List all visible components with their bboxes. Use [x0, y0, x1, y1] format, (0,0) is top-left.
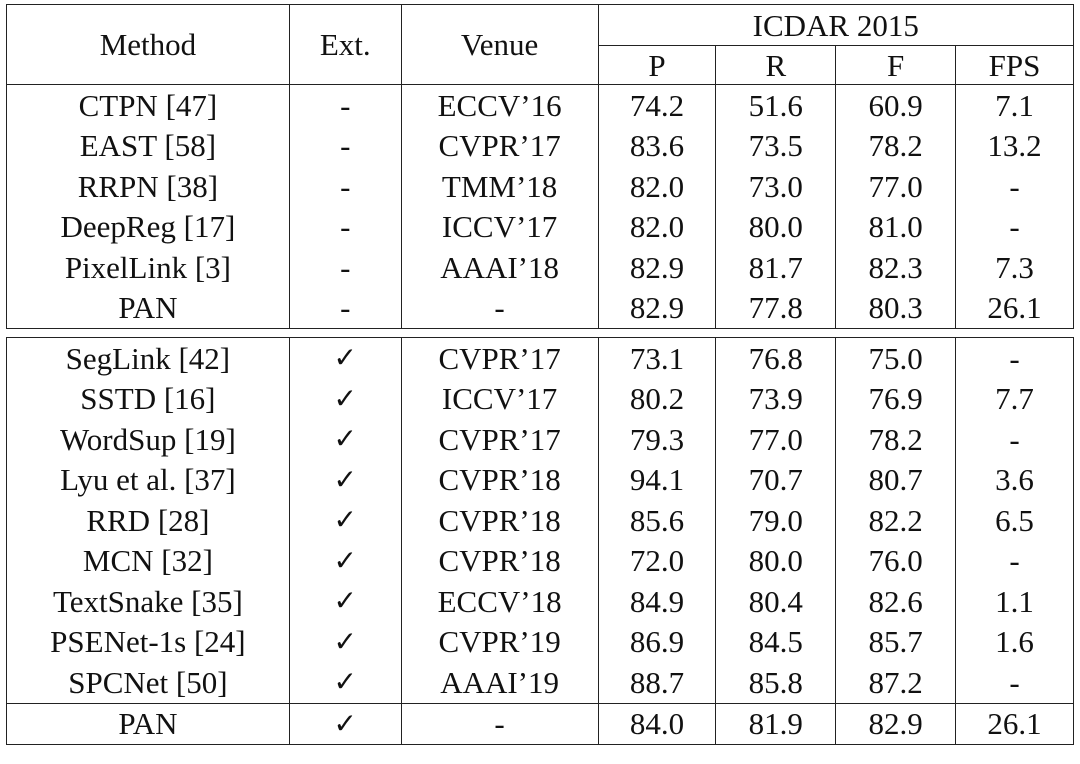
method-cell: MCN [32]	[7, 541, 290, 582]
precision-cell: 84.0	[598, 703, 716, 745]
method-cell: PAN	[7, 703, 290, 745]
checkmark-icon: ✓	[289, 379, 401, 420]
group-separator	[7, 329, 1074, 338]
precision-cell: 79.3	[598, 419, 716, 460]
fps-cell: -	[956, 541, 1074, 582]
recall-header: R	[716, 46, 836, 85]
group-with-external-data	[7, 338, 1074, 745]
recall-cell: 79.0	[716, 500, 836, 541]
precision-cell: 88.7	[598, 662, 716, 703]
venue-cell: AAAI’19	[401, 662, 598, 703]
fps-cell: 1.6	[956, 622, 1074, 663]
fps-cell: 7.1	[956, 85, 1074, 126]
checkmark-icon: ✓	[289, 460, 401, 501]
ext-cell: -	[289, 126, 401, 167]
fps-cell: -	[956, 207, 1074, 248]
checkmark-icon: ✓	[289, 703, 401, 745]
fmeasure-cell: 82.9	[836, 703, 956, 745]
fmeasure-cell: 78.2	[836, 419, 956, 460]
fmeasure-cell: 80.3	[836, 288, 956, 329]
venue-cell: CVPR’17	[401, 126, 598, 167]
venue-cell: TMM’18	[401, 166, 598, 207]
recall-cell: 84.5	[716, 622, 836, 663]
method-cell: WordSup [19]	[7, 419, 290, 460]
fps-cell-best: 26.1	[956, 288, 1074, 329]
venue-cell: CVPR’17	[401, 419, 598, 460]
recall-cell: 51.6	[716, 85, 836, 126]
venue-cell: ICCV’17	[401, 379, 598, 420]
fmeasure-cell: 85.7	[836, 622, 956, 663]
method-cell: PSENet-1s [24]	[7, 622, 290, 663]
table-row	[7, 541, 1074, 582]
checkmark-icon: ✓	[289, 622, 401, 663]
method-cell: TextSnake [35]	[7, 581, 290, 622]
recall-cell: 70.7	[716, 460, 836, 501]
fmeasure-cell: 60.9	[836, 85, 956, 126]
fmeasure-cell: 80.7	[836, 460, 956, 501]
table-row	[7, 288, 1074, 329]
ext-cell: -	[289, 85, 401, 126]
method-cell: SSTD [16]	[7, 379, 290, 420]
fps-cell: -	[956, 166, 1074, 207]
checkmark-icon: ✓	[289, 662, 401, 703]
method-cell: SPCNet [50]	[7, 662, 290, 703]
fps-cell: -	[956, 419, 1074, 460]
checkmark-icon: ✓	[289, 500, 401, 541]
precision-cell: 85.6	[598, 500, 716, 541]
fps-cell: 6.5	[956, 500, 1074, 541]
precision-cell: 86.9	[598, 622, 716, 663]
precision-cell: 74.2	[598, 85, 716, 126]
checkmark-icon: ✓	[289, 419, 401, 460]
table-row	[7, 662, 1074, 703]
recall-cell-best: 85.8	[716, 662, 836, 703]
recall-cell: 76.8	[716, 338, 836, 379]
table-row	[7, 166, 1074, 207]
ext-header: Ext.	[289, 5, 401, 85]
method-cell: CTPN [47]	[7, 85, 290, 126]
table-header	[7, 5, 1074, 85]
fmeasure-cell: 82.3	[836, 247, 956, 288]
venue-cell: -	[401, 288, 598, 329]
precision-header: P	[598, 46, 716, 85]
checkmark-icon: ✓	[289, 581, 401, 622]
fps-cell: 1.1	[956, 581, 1074, 622]
precision-cell: 82.0	[598, 166, 716, 207]
table-row	[7, 419, 1074, 460]
recall-cell: 80.0	[716, 207, 836, 248]
precision-cell: 73.1	[598, 338, 716, 379]
table-row	[7, 622, 1074, 663]
recall-cell: 81.7	[716, 247, 836, 288]
table-row	[7, 338, 1074, 379]
fps-cell: 13.2	[956, 126, 1074, 167]
method-cell: Lyu et al. [37]	[7, 460, 290, 501]
fps-cell: -	[956, 662, 1074, 703]
checkmark-icon: ✓	[289, 338, 401, 379]
precision-cell: 82.9	[598, 288, 716, 329]
venue-cell: AAAI’18	[401, 247, 598, 288]
precision-cell: 82.0	[598, 207, 716, 248]
fmeasure-cell: 82.6	[836, 581, 956, 622]
table-row	[7, 460, 1074, 501]
recall-cell: 81.9	[716, 703, 836, 745]
method-cell: RRD [28]	[7, 500, 290, 541]
dataset-header: ICDAR 2015	[598, 5, 1073, 46]
fps-cell: -	[956, 338, 1074, 379]
precision-cell: 72.0	[598, 541, 716, 582]
method-cell: RRPN [38]	[7, 166, 290, 207]
fmeasure-cell-best: 87.2	[836, 662, 956, 703]
venue-cell: -	[401, 703, 598, 745]
method-header: Method	[7, 5, 290, 85]
recall-cell: 77.0	[716, 419, 836, 460]
results-table	[6, 4, 1074, 745]
fmeasure-cell: 78.2	[836, 126, 956, 167]
table-row	[7, 500, 1074, 541]
method-cell: PixelLink [3]	[7, 247, 290, 288]
venue-cell: ECCV’16	[401, 85, 598, 126]
precision-cell-best: 94.1	[598, 460, 716, 501]
venue-cell: ECCV’18	[401, 581, 598, 622]
method-cell: EAST [58]	[7, 126, 290, 167]
venue-cell: CVPR’18	[401, 500, 598, 541]
recall-cell: 73.0	[716, 166, 836, 207]
precision-cell: 84.9	[598, 581, 716, 622]
table-row	[7, 126, 1074, 167]
fps-cell-best: 26.1	[956, 703, 1074, 745]
fmeasure-cell: 81.0	[836, 207, 956, 248]
ext-cell: -	[289, 207, 401, 248]
venue-cell: CVPR’18	[401, 460, 598, 501]
venue-cell: CVPR’17	[401, 338, 598, 379]
fmeasure-cell: 77.0	[836, 166, 956, 207]
method-cell: DeepReg [17]	[7, 207, 290, 248]
table-row	[7, 703, 1074, 745]
precision-cell: 82.9	[598, 247, 716, 288]
venue-cell: CVPR’19	[401, 622, 598, 663]
recall-cell: 80.4	[716, 581, 836, 622]
recall-cell: 77.8	[716, 288, 836, 329]
venue-cell: CVPR’18	[401, 541, 598, 582]
group-without-external-data	[7, 85, 1074, 329]
table-row	[7, 247, 1074, 288]
fmeasure-cell: 82.2	[836, 500, 956, 541]
recall-cell: 80.0	[716, 541, 836, 582]
fmeasure-cell: 76.0	[836, 541, 956, 582]
table-row	[7, 581, 1074, 622]
precision-cell: 80.2	[598, 379, 716, 420]
fps-cell: 3.6	[956, 460, 1074, 501]
precision-cell: 83.6	[598, 126, 716, 167]
fps-cell: 7.7	[956, 379, 1074, 420]
fmeasure-cell: 75.0	[836, 338, 956, 379]
group-gap	[7, 329, 1074, 338]
method-cell: SegLink [42]	[7, 338, 290, 379]
fps-header: FPS	[956, 46, 1074, 85]
fmeasure-cell: 76.9	[836, 379, 956, 420]
method-cell: PAN	[7, 288, 290, 329]
table-row	[7, 207, 1074, 248]
table-row	[7, 379, 1074, 420]
table-row	[7, 85, 1074, 126]
recall-cell: 73.5	[716, 126, 836, 167]
venue-cell: ICCV’17	[401, 207, 598, 248]
ext-cell: -	[289, 247, 401, 288]
recall-cell: 73.9	[716, 379, 836, 420]
ext-cell: -	[289, 166, 401, 207]
fps-cell: 7.3	[956, 247, 1074, 288]
venue-header: Venue	[401, 5, 598, 85]
checkmark-icon: ✓	[289, 541, 401, 582]
ext-cell: -	[289, 288, 401, 329]
fmeasure-header: F	[836, 46, 956, 85]
